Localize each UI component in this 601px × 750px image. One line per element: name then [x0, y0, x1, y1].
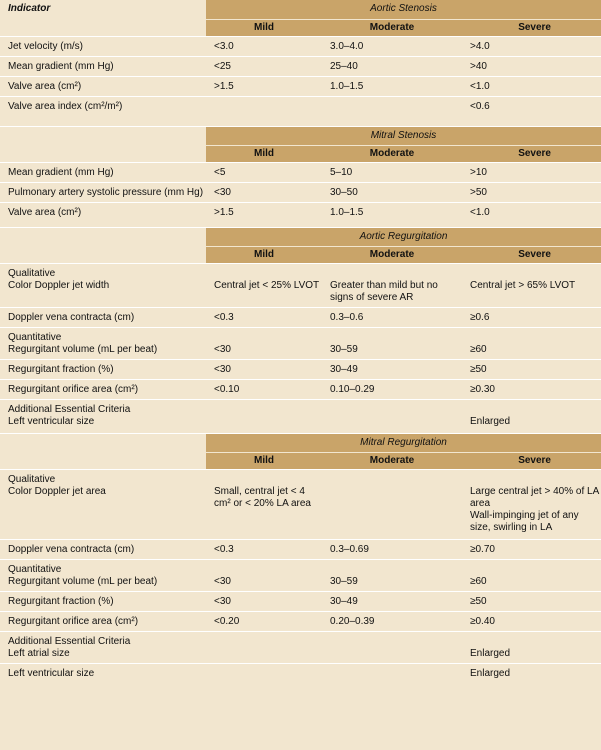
col-mild: Mild: [206, 19, 322, 36]
severe-value: [462, 399, 601, 433]
table-row: [0, 202, 601, 227]
table-row: [0, 56, 601, 76]
jet-width-label: Color Doppler jet width: [8, 279, 110, 291]
mild-value: >1.5: [206, 76, 322, 96]
indicator-header: Indicator: [8, 3, 51, 14]
ms-title: Mitral Stenosis: [206, 126, 601, 145]
moderate-value: 5–10: [322, 162, 462, 182]
col-severe: Severe: [462, 452, 601, 469]
table-row: [0, 663, 601, 683]
severe-value: ≥0.40: [462, 611, 601, 631]
moderate-value: 30–49: [322, 359, 462, 379]
row-label: Pulmonary artery systolic pressure (mm Hg): [0, 182, 206, 202]
severe-value: ≥50: [462, 591, 601, 611]
table-row: [0, 327, 601, 359]
table-row: [0, 539, 601, 559]
mild-value: <5: [206, 162, 322, 182]
mild-text: Central jet < 25% LVOT: [214, 279, 320, 291]
table-row: [0, 182, 601, 202]
moderate-value: 0.20–0.39: [322, 611, 462, 631]
moderate-value: 30–50: [322, 182, 462, 202]
severe-value: [462, 631, 601, 663]
severe-value: ≥0.70: [462, 539, 601, 559]
mr-title: Mitral Regurgitation: [206, 433, 601, 452]
col-severe: Severe: [462, 246, 601, 263]
vol-mild: <30: [214, 343, 231, 355]
jet-area-label: Color Doppler jet area: [8, 485, 106, 497]
mild-value: <0.10: [206, 379, 322, 399]
moderate-value: 1.0–1.5: [322, 76, 462, 96]
table-row: [0, 559, 601, 591]
mild-value: <0.3: [206, 307, 322, 327]
mild-value: [206, 263, 322, 307]
lv-label: Left ventricular size: [8, 415, 95, 427]
as-title: Aortic Stenosis: [206, 0, 601, 19]
moderate-value: [322, 96, 462, 126]
mild-value: <30: [206, 359, 322, 379]
row-label: Valve area index (cm²/m²): [0, 96, 206, 126]
severe-value: >50: [462, 182, 601, 202]
severe-value: [462, 559, 601, 591]
vol-moderate: 30–59: [330, 343, 358, 355]
table-row: [0, 36, 601, 56]
moderate-value: [322, 263, 462, 307]
table-row: [0, 263, 601, 307]
ar-title-row: [0, 227, 601, 246]
severe-value: ≥50: [462, 359, 601, 379]
severe-text: Central jet > 65% LVOT: [470, 279, 576, 291]
additional-criteria-heading: Additional Essential Criteria: [8, 635, 131, 647]
qualitative-heading: Qualitative: [8, 473, 56, 485]
table-row: [0, 469, 601, 539]
severe-value: [462, 327, 601, 359]
mild-value: <0.3: [206, 539, 322, 559]
mild-value: <25: [206, 56, 322, 76]
mild-value: <30: [206, 182, 322, 202]
row-label: Regurgitant fraction (%): [0, 359, 206, 379]
severe-text-2: Wall-impinging jet of any size, swirling in LA: [470, 509, 579, 533]
row-label: Mean gradient (mm Hg): [0, 162, 206, 182]
severe-value: >4.0: [462, 36, 601, 56]
row-label: [0, 263, 206, 307]
mild-value: [206, 327, 322, 359]
severe-text-1: Large central jet > 40% of LA area: [470, 485, 599, 509]
moderate-value: 25–40: [322, 56, 462, 76]
ms-title-row: [0, 126, 601, 145]
table-row: [0, 399, 601, 433]
table-row: [0, 611, 601, 631]
moderate-value: 0.3–0.69: [322, 539, 462, 559]
mr-title-row: [0, 433, 601, 452]
col-moderate: Moderate: [322, 145, 462, 162]
row-label: Valve area (cm²): [0, 76, 206, 96]
moderate-value: 0.3–0.6: [322, 307, 462, 327]
lv-severe: Enlarged: [470, 415, 511, 427]
col-moderate: Moderate: [322, 246, 462, 263]
mild-value: [206, 559, 322, 591]
row-label: [0, 631, 206, 663]
col-mild: Mild: [206, 145, 322, 162]
row-label: Regurgitant orifice area (cm²): [0, 379, 206, 399]
col-mild: Mild: [206, 246, 322, 263]
row-label: Valve area (cm²): [0, 202, 206, 227]
as-title-row: [0, 0, 601, 19]
severe-value: Enlarged: [462, 663, 601, 683]
row-label: Regurgitant orifice area (cm²): [0, 611, 206, 631]
la-severe: Enlarged: [470, 647, 511, 659]
ar-title: Aortic Regurgitation: [206, 227, 601, 246]
quantitative-heading: Quantitative: [8, 331, 62, 343]
row-label: Jet velocity (m/s): [0, 36, 206, 56]
col-severe: Severe: [462, 19, 601, 36]
additional-criteria-heading: Additional Essential Criteria: [8, 403, 131, 415]
table-row: [0, 76, 601, 96]
la-label: Left atrial size: [8, 647, 70, 659]
table-row: [0, 307, 601, 327]
vol-label: Regurgitant volume (mL per beat): [8, 575, 158, 587]
qualitative-heading: Qualitative: [8, 267, 56, 279]
table-row: [0, 96, 601, 126]
moderate-text: Greater than mild but no signs of severe AR: [330, 279, 438, 303]
severe-value: ≥0.30: [462, 379, 601, 399]
row-label: [0, 327, 206, 359]
quantitative-heading: Quantitative: [8, 563, 62, 575]
col-mild: Mild: [206, 452, 322, 469]
row-label: Mean gradient (mm Hg): [0, 56, 206, 76]
row-label: [0, 399, 206, 433]
vol-severe: ≥60: [470, 343, 487, 355]
severe-value: >10: [462, 162, 601, 182]
table-row: [0, 379, 601, 399]
vol-moderate: 30–59: [330, 575, 358, 587]
mild-value: <30: [206, 591, 322, 611]
severe-value: ≥0.6: [462, 307, 601, 327]
mild-value: [206, 96, 322, 126]
table-row: [0, 591, 601, 611]
row-label: Regurgitant fraction (%): [0, 591, 206, 611]
moderate-value: 1.0–1.5: [322, 202, 462, 227]
moderate-value: [322, 559, 462, 591]
vol-severe: ≥60: [470, 575, 487, 587]
mild-value: >1.5: [206, 202, 322, 227]
severe-value: <0.6: [462, 96, 601, 126]
col-severe: Severe: [462, 145, 601, 162]
row-label: [0, 469, 206, 539]
vol-mild: <30: [214, 575, 231, 587]
mild-value: <0.20: [206, 611, 322, 631]
severe-value: >40: [462, 56, 601, 76]
row-label: [0, 559, 206, 591]
moderate-value: 30–49: [322, 591, 462, 611]
moderate-value: 0.10–0.29: [322, 379, 462, 399]
row-label: Doppler vena contracta (cm): [0, 307, 206, 327]
row-label: Left ventricular size: [0, 663, 206, 683]
table-row: [0, 631, 601, 663]
severe-value: <1.0: [462, 202, 601, 227]
table-row: [0, 359, 601, 379]
mild-value: [206, 469, 322, 539]
moderate-value: [322, 327, 462, 359]
row-label: Doppler vena contracta (cm): [0, 539, 206, 559]
severe-value: <1.0: [462, 76, 601, 96]
mild-text: Small, central jet < 4 cm² or < 20% LA area: [214, 485, 311, 509]
moderate-value: 3.0–4.0: [322, 36, 462, 56]
table-row: [0, 162, 601, 182]
severe-value: [462, 469, 601, 539]
col-moderate: Moderate: [322, 452, 462, 469]
vol-label: Regurgitant volume (mL per beat): [8, 343, 158, 355]
severe-value: [462, 263, 601, 307]
mild-value: <3.0: [206, 36, 322, 56]
col-moderate: Moderate: [322, 19, 462, 36]
